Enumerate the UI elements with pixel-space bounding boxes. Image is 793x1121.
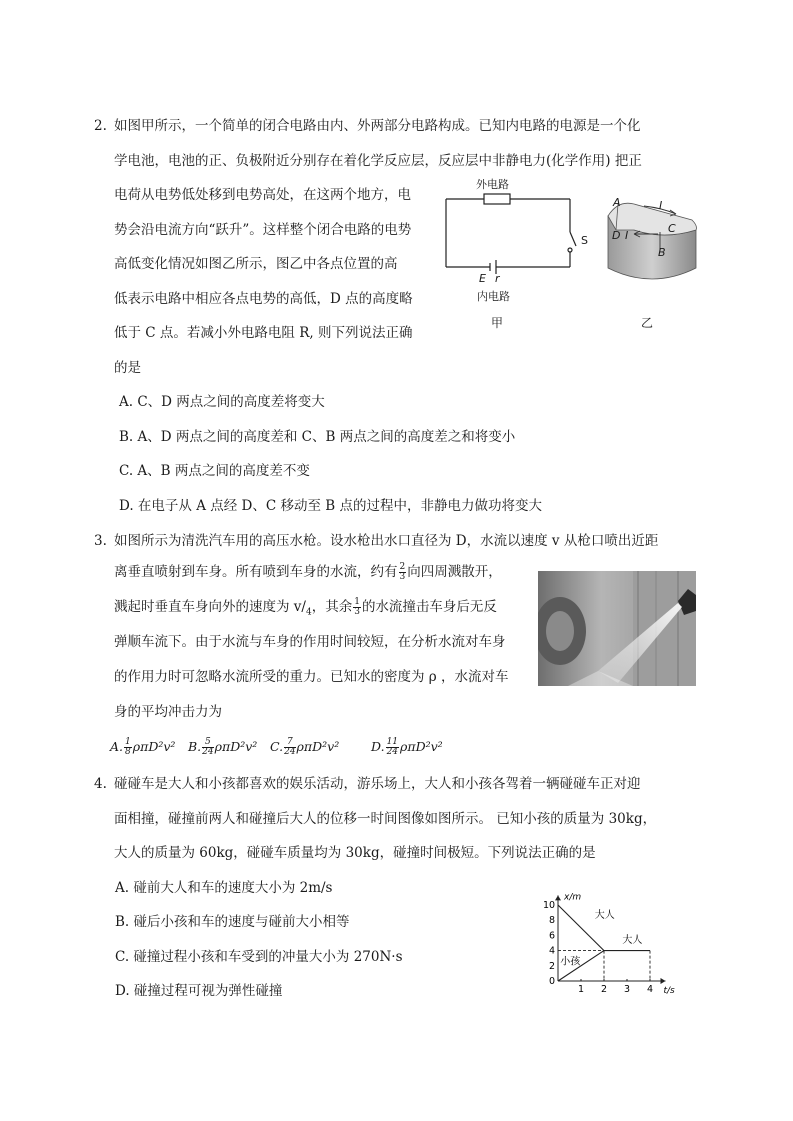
q2-line-8: 的是 (114, 360, 141, 376)
series-label: 大人 (622, 935, 643, 946)
answer-a-fraction (124, 738, 132, 757)
x-axis-label: t/s (663, 986, 675, 996)
fraction-denominator: 24 (386, 747, 399, 757)
q3-line-3-subscript: 4 (305, 607, 312, 618)
fraction-denominator: 3 (399, 572, 406, 582)
q2-line-6: 低表示电路中相应各点电势的高低，D 点的高度略 (114, 291, 413, 307)
q2-line-5: 高低变化情况如图乙所示，图乙中各点位置的高 (114, 256, 398, 272)
q3-answer-b (188, 738, 257, 757)
fraction-denominator: 24 (202, 747, 214, 757)
x-tick-label: 4 (647, 984, 654, 995)
fraction-numerator: 2 (399, 562, 406, 572)
point-d-label: D (612, 229, 621, 242)
y-tick-label: 10 (543, 900, 556, 911)
q2-number: 2. (94, 118, 107, 134)
answer-b-label: B. (188, 739, 202, 754)
inner-circuit-label: 内电路 (477, 290, 510, 303)
q4-option-d: D. 碰撞过程可视为弹性碰撞 (115, 983, 283, 999)
q3-answer-c (270, 738, 339, 757)
q3-answer-d (371, 738, 443, 757)
water-gun-photo (538, 571, 696, 686)
emf-label: E (479, 272, 486, 285)
q2-line-2: 学电池，电池的正、负极附近分别存在着化学反应层，反应层中非静电力(化学作用) 把正 (114, 153, 642, 169)
fraction-two-thirds (399, 563, 407, 582)
q3-line-3 (114, 598, 497, 622)
answer-d-fraction (386, 738, 399, 757)
q3-line-6: 身的平均冲击力为 (114, 704, 222, 720)
q3-answer-a (110, 738, 175, 757)
x-axis-arrow (661, 978, 666, 984)
answer-b-formula: ρπD²v² (214, 739, 258, 754)
series-label: 小孩 (560, 956, 581, 968)
q2-option-d: D. 在电子从 A 点经 D、C 移动至 B 点的过程中，非静电力做功将变大 (119, 498, 542, 514)
q4-option-c: C. 碰撞过程小孩和车受到的冲量大小为 270N·s (115, 949, 403, 965)
answer-a-label: A. (110, 739, 124, 754)
q3-line-5: 的作用力时可忽略水流所受的重力。已知水的密度为 ρ ，水流对车 (114, 669, 509, 685)
answer-c-label: C. (270, 739, 284, 754)
q4-line-3: 大人的质量为 60kg，碰碰车质量均为 30kg，碰撞时间极短。下列说法正确的是 (114, 845, 596, 861)
q3-number: 3. (94, 533, 107, 549)
fraction-one-third (353, 598, 361, 617)
answer-c-formula: ρπD²v² (296, 739, 340, 754)
x-tick-label: 3 (624, 984, 631, 995)
q4-line-1: 碰碰车是大人和小孩都喜欢的娱乐活动，游乐场上，大人和小孩各驾着一辆碰碰车正对迎 (114, 776, 641, 792)
q2-option-b: B. A、D 两点之间的高度差和 C、B 两点之间的高度差之和将变小 (119, 429, 516, 445)
y-tick-label: 4 (549, 945, 556, 957)
figure-yi-caption: 乙 (641, 316, 654, 330)
answer-b-fraction (202, 738, 213, 757)
y-axis-arrow (555, 895, 561, 900)
fraction-denominator: 8 (125, 747, 131, 757)
current-top-label: I (659, 199, 663, 212)
internal-resistance-label: r (495, 272, 500, 285)
q3-line-2-start: 离垂直喷射到车身。所有喷到车身的水流，约有 (114, 564, 398, 580)
current-mid-label: I (625, 229, 629, 242)
q3-line-2 (114, 563, 502, 582)
y-tick-label: 8 (549, 915, 556, 927)
q3-line-3-end: 的水流撞击车身后无反 (361, 599, 497, 615)
x-tick-label: 1 (578, 984, 585, 995)
q4-number: 4. (94, 776, 107, 792)
figure-jia-caption: 甲 (491, 316, 504, 330)
q2-option-c: C. A、B 两点之间的高度差不变 (119, 463, 310, 479)
q4-option-b: B. 碰后小孩和车的速度与碰前大小相等 (115, 914, 350, 930)
point-c-label: C (668, 222, 676, 235)
q3-line-3-start: 溅起时垂直车身向外的速度为 v/ (114, 599, 306, 615)
q3-line-3-mid: ，其余 (311, 599, 353, 615)
q3-line-4: 弹顺车流下。由于水流与车身的作用时间较短，在分析水流对车身 (114, 634, 506, 650)
circuit-diagram (440, 172, 590, 332)
q3-line-2-end: 向四周溅散开， (407, 564, 502, 580)
fraction-numerator: 1 (125, 737, 131, 747)
series-label: 大人 (594, 909, 615, 921)
position-time-chart (536, 878, 696, 998)
fraction-denominator: 3 (354, 607, 360, 617)
q4-option-a: A. 碰前大人和车的速度大小为 2m/s (115, 880, 333, 896)
x-tick-label: 2 (601, 984, 608, 995)
fraction-numerator: 5 (202, 738, 213, 748)
answer-c-fraction (284, 738, 295, 757)
fraction-numerator: 7 (284, 738, 295, 748)
q2-option-a: A. C、D 两点之间的高度差将变大 (119, 394, 325, 410)
q2-line-4: 势会沿电流方向“跃升”。这样整个闭合电路的电势 (114, 222, 412, 238)
fraction-denominator: 24 (284, 747, 296, 757)
q4-line-2: 面相撞，碰撞前两人和碰撞后大人的位移一时间图像如图所示。 已知小孩的质量为 30kg， (114, 811, 657, 827)
point-b-label: B (658, 246, 666, 259)
y-tick-label: 0 (549, 976, 556, 987)
q2-line-3: 电荷从电势低处移到电势高处，在这两个地方，电 (114, 187, 411, 203)
switch-label: S (581, 234, 588, 247)
y-tick-label: 2 (549, 960, 556, 972)
q2-line-7: 低于 C 点。若减小外电路电阻 R, 则下列说法正确 (114, 325, 413, 341)
answer-a-formula: ρπD²v² (132, 739, 176, 754)
answer-d-label: D. (371, 739, 385, 754)
y-tick-label: 6 (549, 930, 556, 942)
fraction-numerator: 11 (386, 737, 399, 747)
fraction-numerator: 1 (354, 597, 360, 607)
answer-d-formula: ρπD²v² (400, 739, 443, 754)
q3-line-1: 如图所示为清洗汽车用的高压水枪。设水枪出水口直径为 D，水流以速度 v 从枪口喷出近距 (114, 533, 659, 549)
outer-circuit-label: 外电路 (476, 178, 509, 191)
point-a-label: A (613, 196, 621, 209)
q2-line-1: 如图甲所示，一个简单的闭合电路由内、外两部分电路构成。已知内电路的电源是一个化 (114, 118, 641, 134)
y-axis-label: x/m (564, 892, 582, 903)
